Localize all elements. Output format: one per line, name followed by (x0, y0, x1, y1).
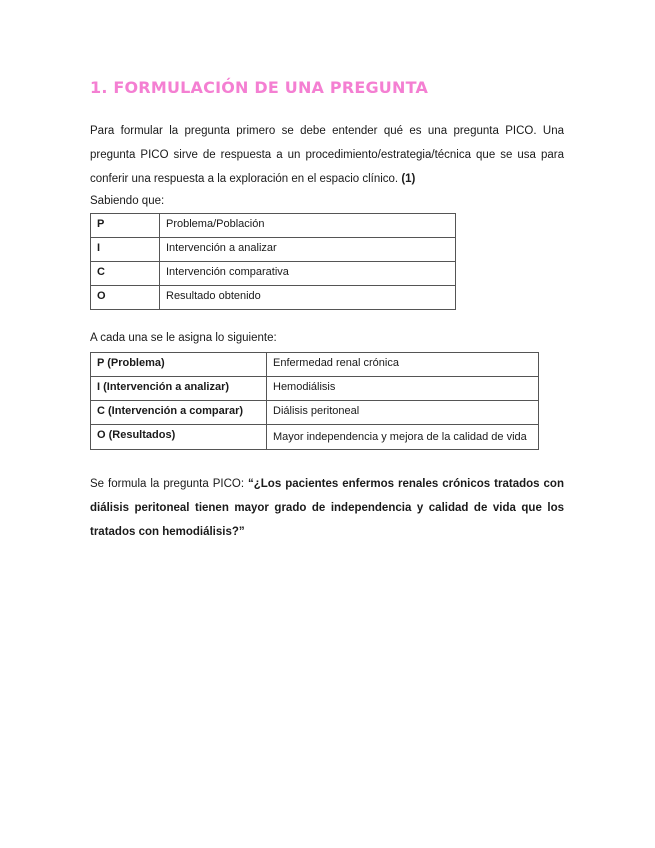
table-row (91, 214, 456, 238)
table-cell-value: Resultado obtenido (160, 286, 456, 310)
table-row (91, 425, 539, 450)
table-cell-key: I (91, 238, 160, 262)
spacer (90, 310, 564, 328)
spacer (90, 450, 564, 472)
table-cell-value: Hemodiálisis (267, 377, 539, 401)
knowing-label: Sabiendo que: (90, 195, 165, 207)
assign-label: A cada una se le asigna lo siguiente: (90, 332, 277, 344)
table-cell-key: P (91, 214, 160, 238)
document-page (90, 78, 564, 544)
table-row (91, 286, 456, 310)
table-cell-value: Mayor independencia y mejora de la calidad de vida (267, 425, 539, 450)
table-cell-value: Diálisis peritoneal (267, 401, 539, 425)
table-cell-key: C (Intervención a comparar) (91, 401, 267, 425)
conclusion-paragraph (90, 472, 564, 544)
table-cell-key: C (91, 262, 160, 286)
table-row (91, 353, 539, 377)
table-row (91, 377, 539, 401)
pico-question: “¿Los pacientes enfermos renales crónicos tratados con diálisis peritoneal tienen mayor grado de independencia y calidad de vida que los tratados con hemodiálisis?” (90, 478, 564, 538)
table-row (91, 262, 456, 286)
table-row (91, 238, 456, 262)
table-cell-value: Intervención a analizar (160, 238, 456, 262)
table-cell-key: O (91, 286, 160, 310)
intro-text: Para formular la pregunta primero se debe entender qué es una pregunta PICO. Una pregunta PICO sirve de respuesta a un procedimiento/estrategia/técnica que se usa para conferir una respuesta a la exploración en el espacio clínico. (90, 125, 564, 185)
intro-paragraph (90, 119, 564, 191)
conclusion-lead: Se formula la pregunta PICO: (90, 478, 248, 490)
table-cell-key: I (Intervención a analizar) (91, 377, 267, 401)
pico-definitions-table (90, 213, 456, 310)
citation: (1) (401, 173, 416, 185)
table-cell-value: Problema/Población (160, 214, 456, 238)
section-heading: 1. FORMULACIÓN DE UNA PREGUNTA (90, 78, 429, 97)
table-cell-key: P (Problema) (91, 353, 267, 377)
table-row (91, 401, 539, 425)
table-cell-key: O (Resultados) (91, 425, 267, 450)
table-cell-value: Intervención comparativa (160, 262, 456, 286)
table-cell-value: Enfermedad renal crónica (267, 353, 539, 377)
pico-applied-table (90, 352, 539, 450)
